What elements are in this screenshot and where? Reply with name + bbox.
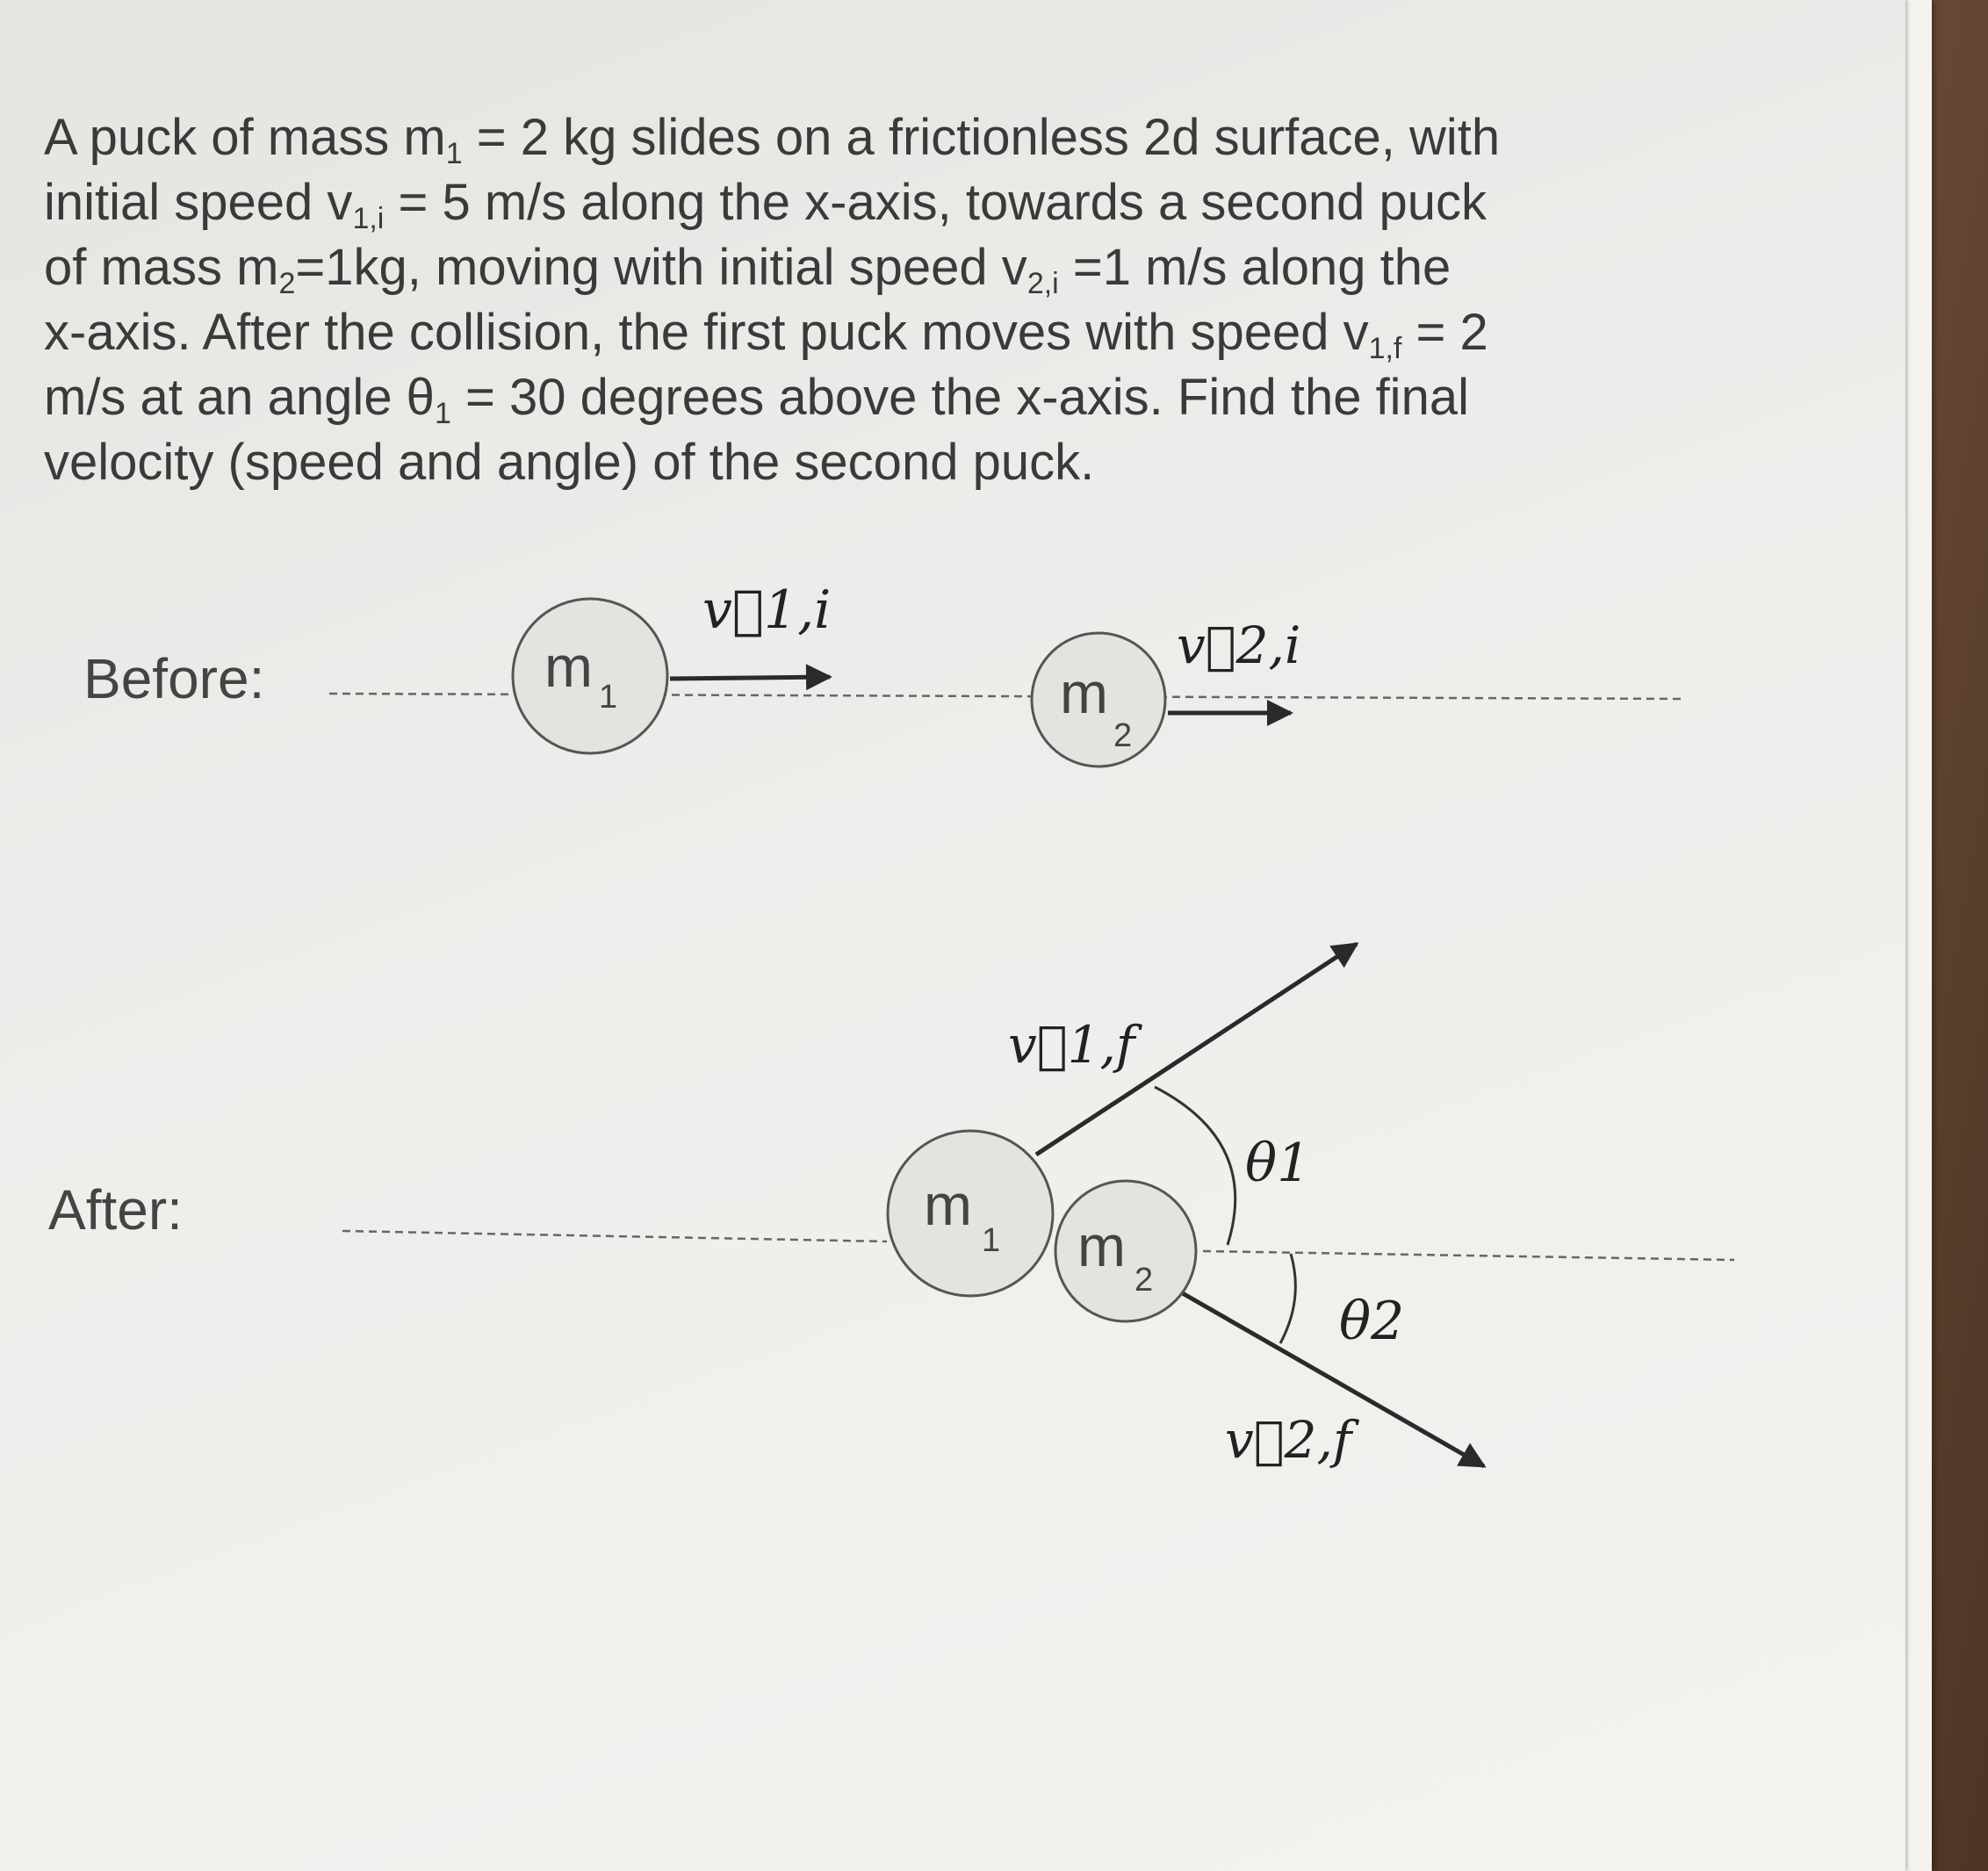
text-run: m/s at an angle θ <box>44 369 435 426</box>
after-m1-subscript: 1 <box>982 1222 1001 1259</box>
theta2-arc <box>1280 1254 1295 1343</box>
after-label: After: <box>48 1178 183 1241</box>
before-label: Before: <box>83 647 265 710</box>
after-m2-label: m <box>1077 1213 1126 1278</box>
after-x-axis-line <box>342 1231 887 1241</box>
text-run: = 2 kg slides on a frictionless 2d surface, with <box>462 109 1501 166</box>
subscript: 2 <box>278 267 296 300</box>
theta2-label: θ2 <box>1339 1291 1405 1352</box>
problem-line-6: velocity (speed and angle) of the second puck. <box>44 434 1095 491</box>
text-run: A puck of mass m <box>44 109 446 166</box>
before-v1i-label: v⃗1,i <box>702 579 832 641</box>
before-v2i-label: v⃗2,i <box>1177 615 1301 675</box>
theta1-label: θ1 <box>1245 1133 1311 1194</box>
text-run: = 2 <box>1401 304 1488 361</box>
after-m1-label: m <box>924 1172 972 1237</box>
subscript: 2,i <box>1026 267 1059 300</box>
subscript: 1 <box>434 397 451 430</box>
after-v2f-label: v⃗2,f <box>1225 1410 1352 1470</box>
after-v1f-label: v⃗1,f <box>1008 1015 1135 1075</box>
before-m1-label: m <box>544 634 593 699</box>
subscript: 1 <box>445 137 463 170</box>
text-run: x-axis. After the collision, the first puck moves with speed v <box>44 304 1369 361</box>
text-run: =1 m/s along the <box>1058 239 1451 296</box>
after-x-axis-line-right <box>1203 1251 1734 1260</box>
text-run: of mass m <box>44 239 279 296</box>
subscript: 1,f <box>1368 332 1402 365</box>
after-m2-subscript: 2 <box>1134 1262 1154 1299</box>
text-run: = 5 m/s along the x-axis, towards a second puck <box>384 174 1487 231</box>
after-puck-m2 <box>1055 1181 1196 1321</box>
before-m2-label: m <box>1060 660 1108 725</box>
text-run: =1kg, moving with initial speed v <box>295 239 1027 296</box>
before-m2-subscript: 2 <box>1113 717 1133 754</box>
subscript: 1,i <box>352 202 385 235</box>
before-v1i-arrow <box>670 677 830 679</box>
text-run: = 30 degrees above the x-axis. Find the final <box>450 369 1469 426</box>
before-m1-subscript: 1 <box>599 679 618 716</box>
text-run: initial speed v <box>44 174 353 231</box>
